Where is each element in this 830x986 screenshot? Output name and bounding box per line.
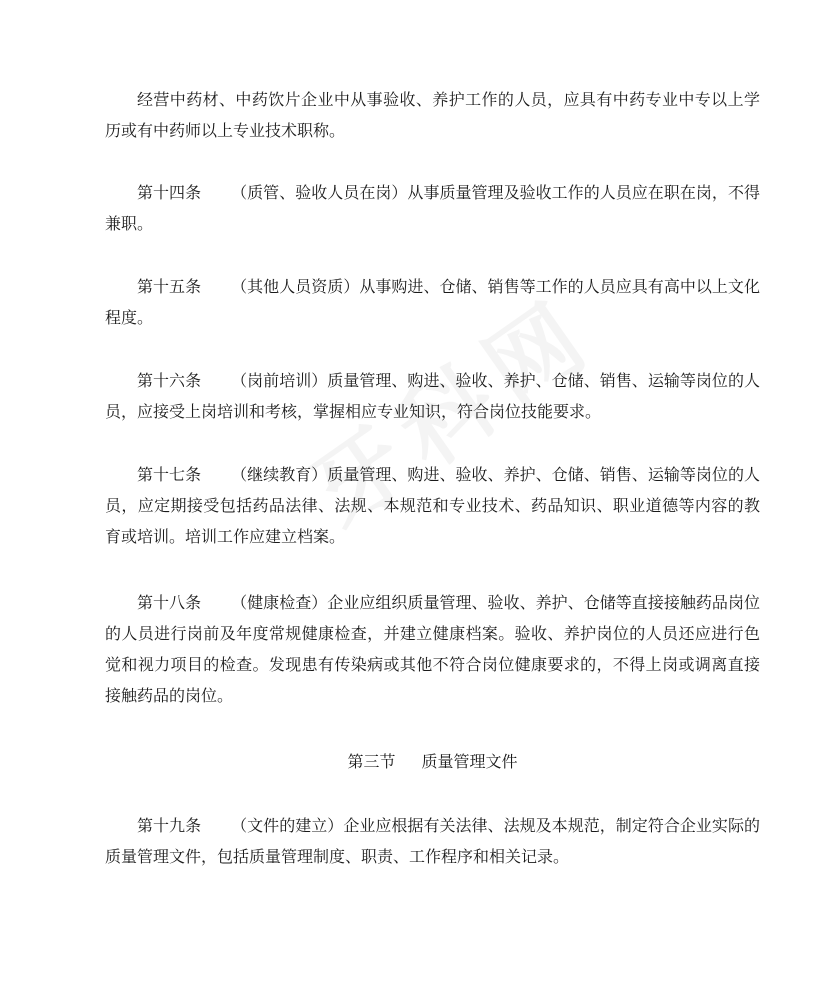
paragraph-text: 经营中药材、中药饮片企业中从事验收、养护工作的人员，应具有中药专业中专以上学历或有中药师以上专业技术职称。	[105, 90, 760, 140]
article-19	[105, 810, 760, 872]
article-16	[105, 365, 760, 427]
article-title: （继续教育）	[231, 465, 328, 484]
article-number: 第十九条	[137, 816, 202, 835]
article-number: 第十六条	[137, 371, 202, 390]
article-text: 企业应组织质量管理、验收、养护、仓储等直接接触药品岗位的人员进行岗前及年度常规健康检查，并建立健康档案。验收、养护岗位的人员还应进行色觉和视力项目的检查。发现患有传染病或其他不符合岗位健康要求的，不得上岗或调离直接接触药品的岗位。	[105, 593, 760, 705]
section-number: 第三节	[347, 752, 396, 771]
section-title: 质量管理文件	[421, 752, 518, 771]
article-title: （岗前培训）	[231, 371, 328, 390]
article-number: 第十四条	[137, 183, 202, 202]
article-text: 企业应根据有关法律、法规及本规范，制定符合企业实际的质量管理文件，包括质量管理制度、职责、工作程序和相关记录。	[105, 816, 760, 866]
article-title: （健康检查）	[231, 593, 328, 612]
article-text: 质量管理、购进、验收、养护、仓储、销售、运输等岗位的人员，应接受上岗培训和考核，掌握相应专业知识，符合岗位技能要求。	[105, 371, 760, 421]
article-18	[105, 587, 760, 711]
article-14	[105, 177, 760, 239]
article-title: （质管、验收人员在岗）	[231, 183, 408, 202]
article-title: （文件的建立）	[231, 816, 344, 835]
article-17	[105, 459, 760, 552]
article-number: 第十八条	[137, 593, 202, 612]
article-number: 第十七条	[137, 465, 202, 484]
article-text: 从事购进、仓储、销售等工作的人员应具有高中以上文化程度。	[105, 277, 760, 327]
article-15	[105, 271, 760, 333]
article-title: （其他人员资质）	[231, 277, 360, 296]
article-text: 从事质量管理及验收工作的人员应在职在岗，不得兼职。	[105, 183, 760, 233]
paragraph-intro	[105, 84, 760, 146]
article-text: 质量管理、购进、验收、养护、仓储、销售、运输等岗位的人员，应定期接受包括药品法律、法规、本规范和专业技术、药品知识、职业道德等内容的教育或培训。培训工作应建立档案。	[105, 465, 760, 546]
section-heading	[105, 746, 760, 777]
article-number: 第十五条	[137, 277, 202, 296]
